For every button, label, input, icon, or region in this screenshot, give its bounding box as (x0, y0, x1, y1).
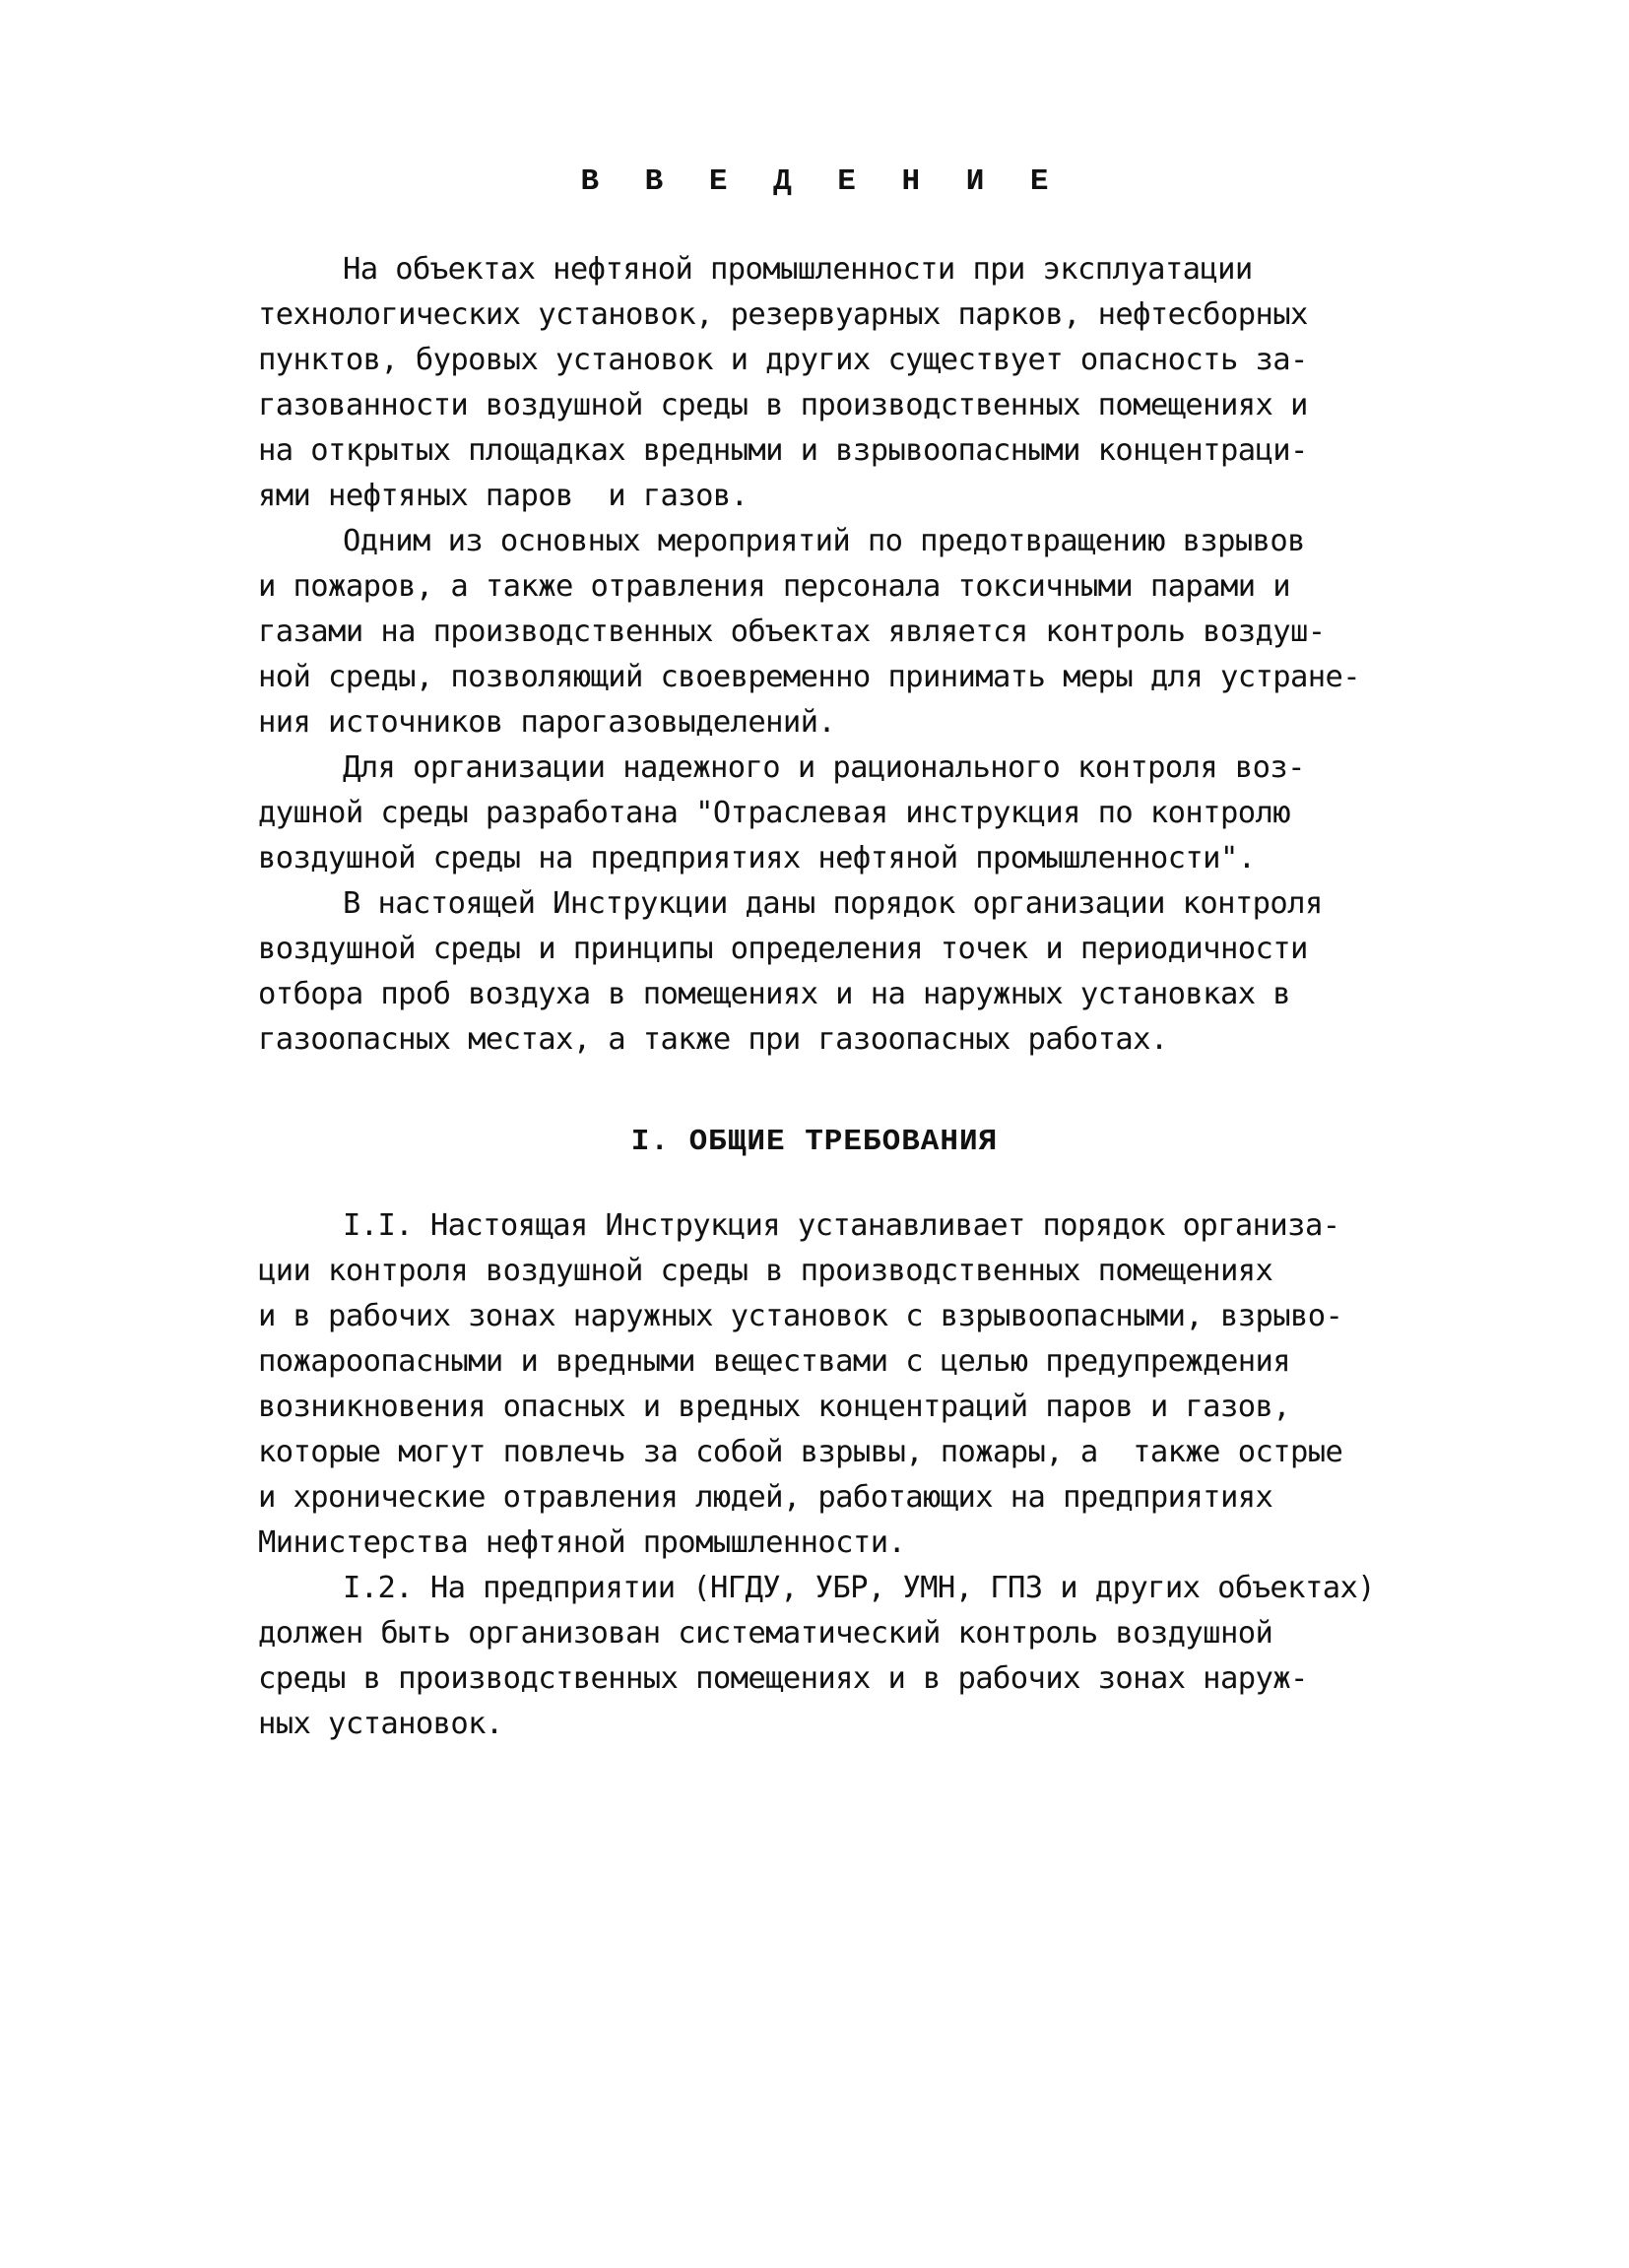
section-heading: I. ОБЩИЕ ТРЕБОВАНИЯ (630, 1125, 999, 1159)
text-line: В настоящей Инструкции даны порядок организации контроля (343, 886, 1323, 921)
text-line: душной среды разработана "Отраслевая инструкция по контролю (258, 796, 1290, 830)
intro-paragraph-4 (258, 881, 1323, 1063)
text-line: пунктов, буровых установок и других существует опасность за- (258, 343, 1308, 377)
text-line: пожароопасными и вредными веществами с целью предупреждения (258, 1344, 1290, 1379)
text-line: ции контроля воздушной среды в производственных помещениях (258, 1254, 1273, 1288)
text-line: среды в производственных помещениях и в рабочих зонах наруж- (258, 1661, 1308, 1696)
text-line: На объектах нефтяной промышленности при эксплуатации (343, 252, 1253, 287)
text-line: ями нефтяных паров и газов. (258, 479, 749, 513)
text-line: I.2. На предприятии (НГДУ, УБР, УМН, ГПЗ и других объектах) (343, 1571, 1375, 1605)
text-line: возникновения опасных и вредных концентраций паров и газов, (258, 1390, 1290, 1424)
text-line: отбора проб воздуха в помещениях и на наружных установках в (258, 977, 1290, 1011)
text-line: воздушной среды на предприятиях нефтяной промышленности". (258, 841, 1256, 875)
clause-1-1 (258, 1203, 1342, 1566)
text-line: ной среды, позволяющий своевременно принимать меры для устране- (258, 660, 1361, 694)
text-line: воздушной среды и принципы определения точек и периодичности (258, 932, 1308, 966)
intro-paragraph-3 (258, 745, 1305, 881)
text-line: ния источников парогазовыделений. (258, 705, 836, 740)
text-line: и пожаров, а также отравления персонала токсичными парами и (258, 569, 1290, 604)
text-line: и хронические отравления людей, работающих на предприятиях (258, 1480, 1273, 1515)
text-line: Для организации надежного и рационального контроля воз- (343, 750, 1305, 785)
intro-paragraph-2 (258, 519, 1360, 745)
text-line: технологических установок, резервуарных парков, нефтесборных (258, 297, 1308, 332)
introduction-heading: В В Е Д Е Н И Е (580, 164, 1063, 199)
text-line: газами на производственных объектах является контроль воздуш- (258, 615, 1326, 649)
text-line: газоопасных местах, а также при газоопасных работах. (258, 1022, 1168, 1057)
intro-paragraph-1 (258, 247, 1308, 519)
text-line: газованности воздушной среды в производственных помещениях и (258, 388, 1308, 422)
text-line: I.I. Настоящая Инструкция устанавливает порядок организа- (343, 1208, 1340, 1243)
text-line: и в рабочих зонах наружных установок с взрывоопасными, взрыво- (258, 1299, 1343, 1333)
text-line: ных установок. (258, 1707, 503, 1741)
text-line: Министерства нефтяной промышленности. (258, 1525, 906, 1560)
text-line: на открытых площадках вредными и взрывоопасными концентраци- (258, 433, 1308, 468)
clause-1-2 (258, 1566, 1375, 1747)
text-line: должен быть организован систематический контроль воздушной (258, 1616, 1273, 1651)
text-line: Одним из основных мероприятий по предотвращению взрывов (343, 524, 1305, 558)
text-line: которые могут повлечь за собой взрывы, пожары, а также острые (258, 1435, 1343, 1469)
